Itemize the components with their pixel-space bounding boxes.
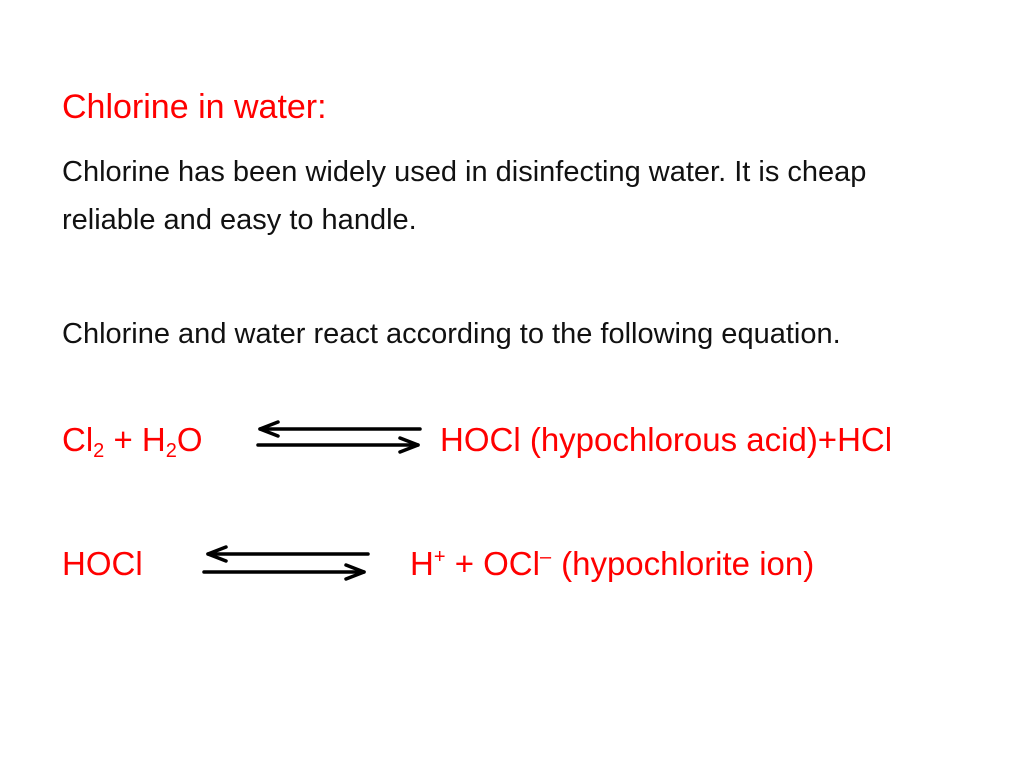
hypochlorite-ion: OCl xyxy=(483,545,540,582)
equation1-products: HOCl (hypochlorous acid)+HCl xyxy=(440,421,893,458)
intro-paragraph: Chlorine has been widely used in disinfecting water. It is cheap reliable and easy to handle. xyxy=(62,156,867,236)
equation2-reactant: HOCl xyxy=(62,545,143,582)
equation2-products xyxy=(410,544,814,584)
plus-sign: + xyxy=(104,421,142,458)
reactant-chlorine-subscript: 2 xyxy=(93,440,105,462)
equilibrium-arrow-icon xyxy=(254,420,424,460)
hypochlorite-ion-name: (hypochlorite ion) xyxy=(561,545,815,582)
hypochlorite-ion-charge: – xyxy=(539,546,552,568)
reactant-chlorine: Cl xyxy=(62,421,94,458)
reactant-water-subscript: 2 xyxy=(165,440,177,462)
equation1-reactants xyxy=(62,420,203,460)
reactant-water-o: O xyxy=(176,421,203,458)
equilibrium-arrow-icon xyxy=(200,544,370,584)
hydrogen-ion-charge: + xyxy=(433,546,446,568)
hydrogen-ion: H xyxy=(410,545,434,582)
reactant-water-h: H xyxy=(141,421,166,458)
reaction-paragraph: Chlorine and water react according to the following equation. xyxy=(62,318,841,350)
slide-heading: Chlorine in water: xyxy=(62,88,327,126)
plus-sign: + xyxy=(445,545,484,582)
